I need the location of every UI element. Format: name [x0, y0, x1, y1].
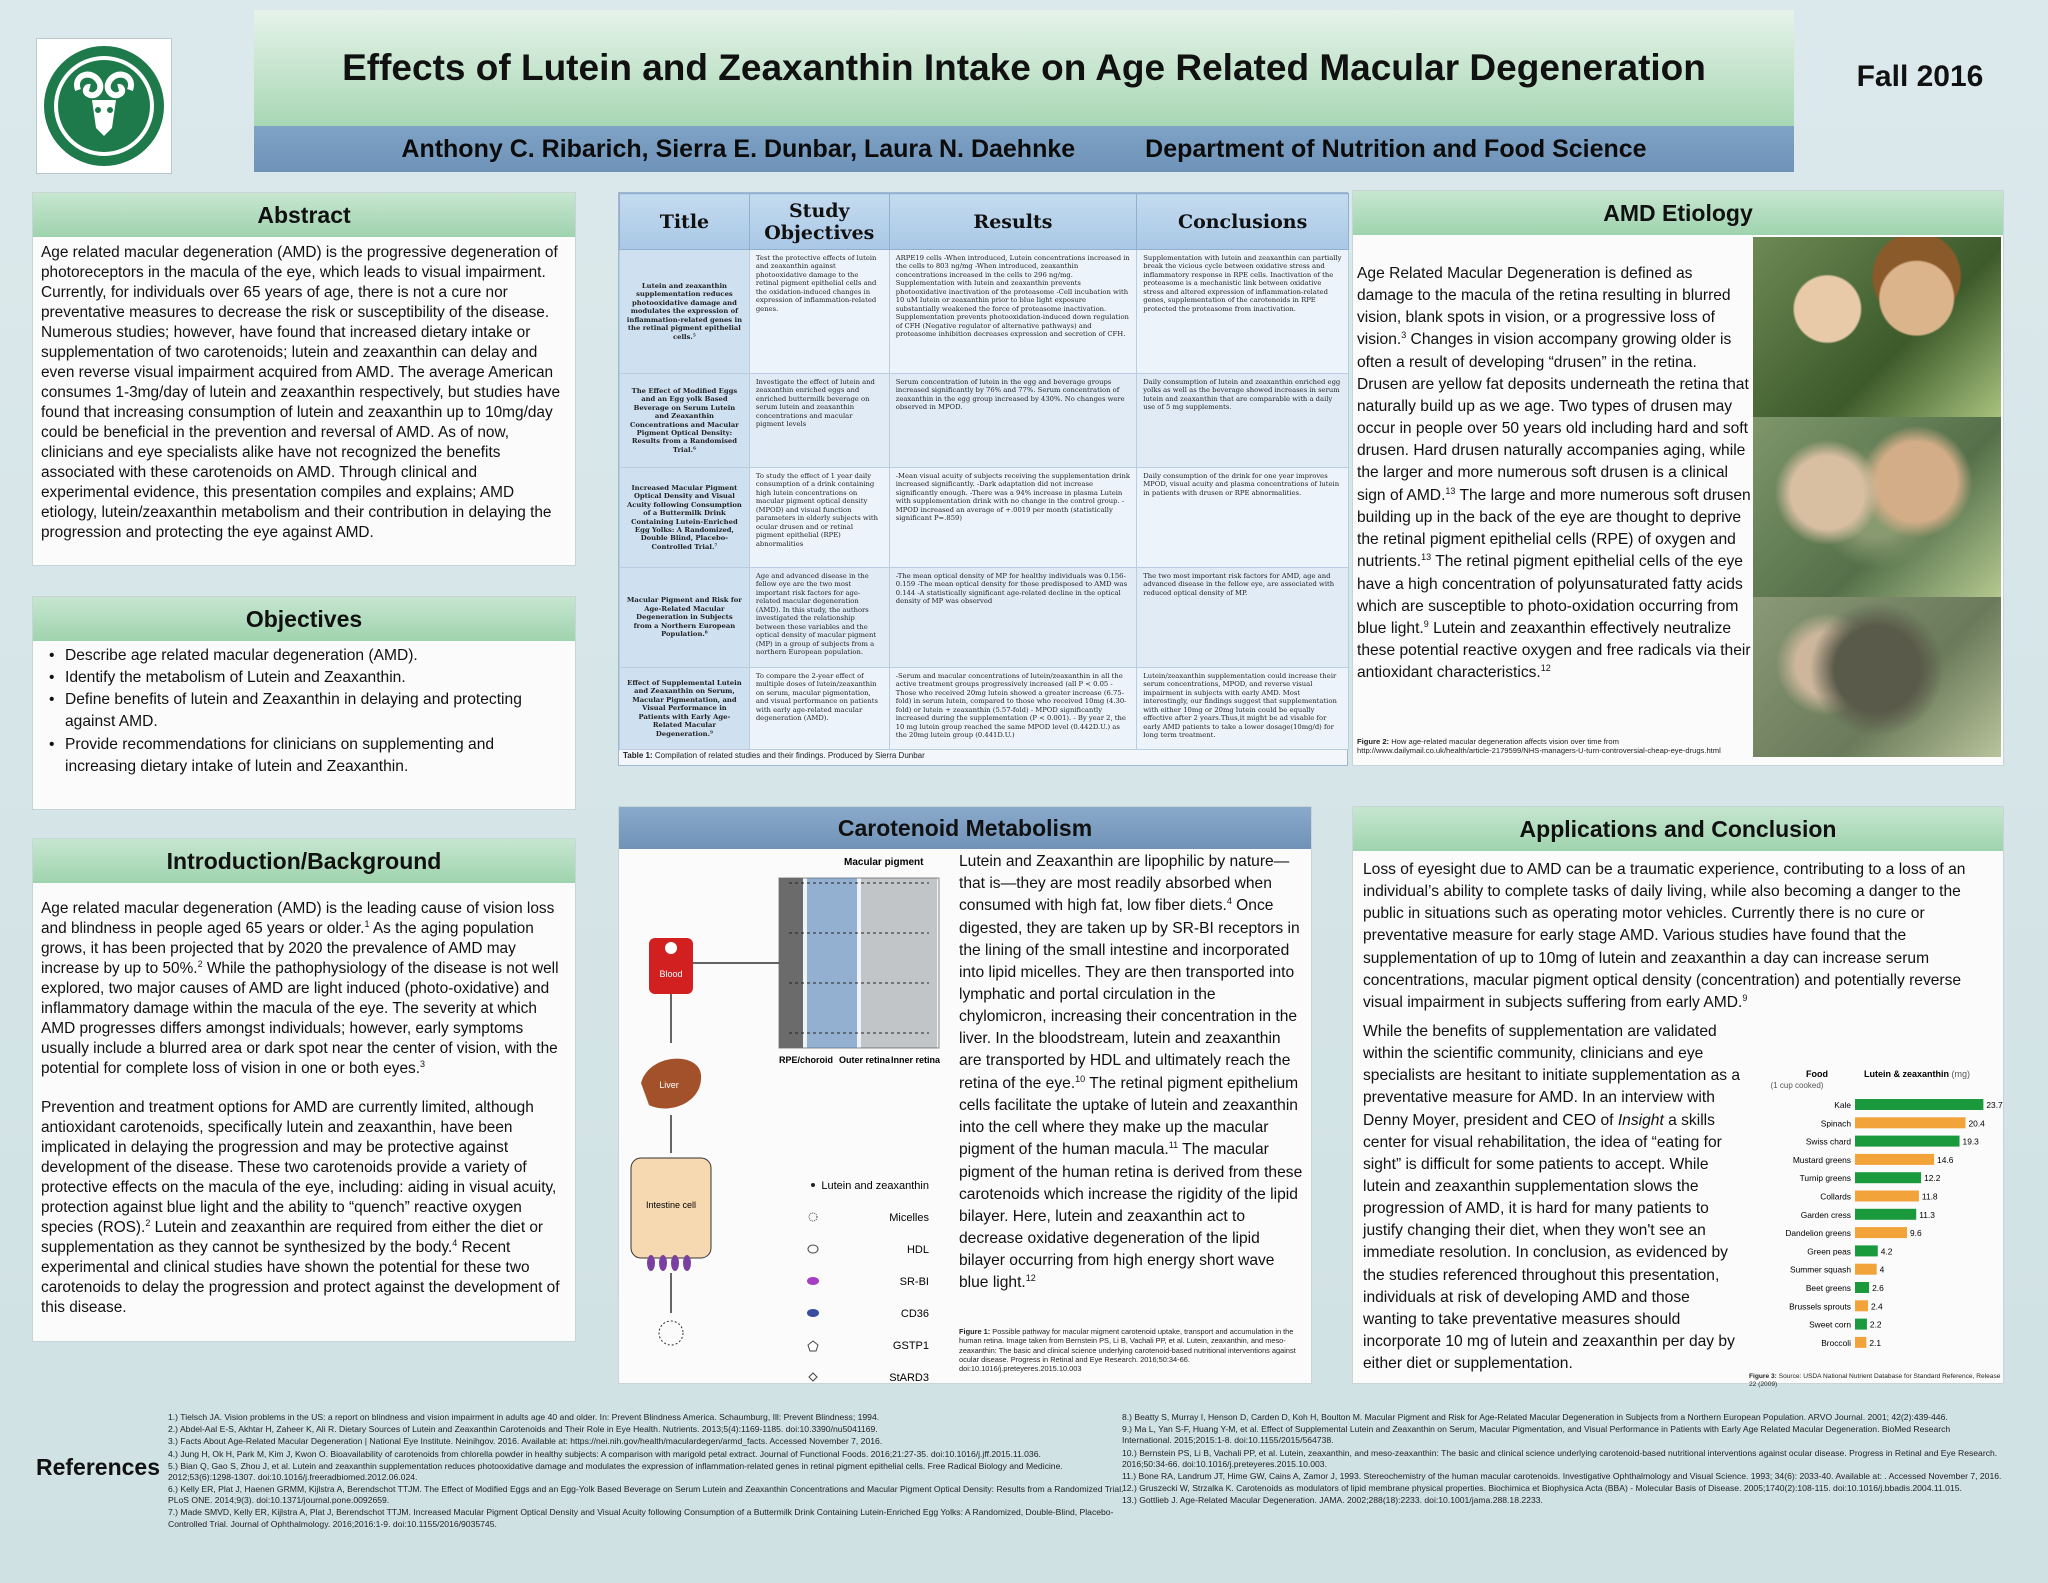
diagram-label-macular-pigment: Macular pigment	[844, 857, 924, 868]
applications-p2b: a skills center for visual rehabilitation, the idea of “eating for sight” is difficult for some patients to accept. While lutein and zeaxanthin supplementation slows the progression of AMD, it is hard for many patients to justify changing their diet, when they won't see an immediate resolution. In conclusion, as evidenced by the studies referenced throughout this presentation, individuals at risk of developing AMD and those wanting to take preventative measures should incorporate 10 mg of lutein and zeaxanthin per day by either diet or supplementation.	[1363, 1111, 1735, 1373]
chart-value-label: 2.4	[1871, 1301, 1883, 1312]
table-cell-results: ARPE19 cells -When introduced, Lutein concentrations increased in the cells to 803 ng/mg -When introduced, zeaxanthin concentrations increased in the cells to 296 ng/mg. Supplementation with lutein and zeaxanthin prevents photooxidative inactivation of the proteasome -Cell incubation with 10 uM lutein or zeaxanthin prior to blue light exposure substantially weakened the force of proteasome inactivation. Supplementation prevents photooxidation-induced down regulation of CFH (Negative regulator of alternative pathways) and proteasome inhibition decreases expression and secretion of CFH.	[889, 250, 1136, 374]
metabolism-heading: Carotenoid Metabolism	[619, 807, 1311, 849]
intro-p2b: Lutein and zeaxanthin are required from either the diet or supplementation as they cannot be synthesized by the body.	[41, 1218, 544, 1256]
intro-p2a: Prevention and treatment options for AMD are currently limited, although antioxidant carotenoids, specifically lutein and zeaxanthin, have been implicated in delaying the progression and may be protective against development of the disease. These two carotenoids provide a variety of protective effects on the macula of the eye, including: aiding in visual acuity, protection against blue light and the ability to “quench” reactive oxygen species (ROS).	[41, 1098, 557, 1236]
etiology-text-e: Lutein and zeaxanthin effectively neutralize these potential reactive oxygen and free radicals via their antioxidant characteristics.	[1357, 620, 1751, 682]
legend-stard3: StARD3	[889, 1372, 929, 1384]
table-cell-title: Lutein and zeaxanthin supplementation reduces photooxidative damage and modulates the expression of inflammation-related genes in the retinal pigment epithelial cells.⁵	[620, 250, 750, 374]
reference-item: 7.) Made SMVD, Kelly ER, Kijlstra A, Plat J, Berendschot TTJM. Increased Macular Pigment Optical Density and Visual Acuity following Consumption of a Buttermilk Drink Containing Lutein-Enriched Egg Yolks: A Randomized, Double-Blind, Placebo-Controlled Trial. Journal of Ophthalmology. 2016;2016:1-9. doi:10.1155/2016/9035745.	[168, 1507, 1114, 1529]
chart-bar	[1855, 1245, 1878, 1256]
season-label: Fall 2016	[1856, 60, 1984, 93]
objectives-panel	[32, 596, 576, 810]
chart-category-label: Dandelion greens	[1785, 1228, 1851, 1239]
table-cell-title: The Effect of Modified Eggs and an Egg yolk Based Beverage on Serum Lutein and Zeaxanthin Concentrations and Macular Pigment Optical Density: Results from a Randomised Trial.⁶	[620, 374, 750, 468]
diagram-label-blood: Blood	[659, 969, 683, 979]
table-cell-results: Serum concentration of lutein in the egg and beverage groups increased significantly by 76% and 77%. Serum concentration of zeaxanthin in the egg group increased by 430%. No changes were observed in MPOD.	[889, 374, 1136, 468]
chart-bar	[1855, 1209, 1916, 1220]
objective-item: • Describe age related macular degeneration (AMD).	[39, 645, 569, 667]
blood-icon	[649, 938, 693, 994]
reference-item: 1.) Tielsch JA. Vision problems in the US: a report on blindness and vision impairment in adults age 40 and older. In: Prevent Blindness America. Schaumburg, Ill: Prevent Blindness; 1994.	[168, 1412, 880, 1422]
reference-item: 6.) Kelly ER, Plat J, Haenen GRMM, Kijlstra A, Berendschot TTJM. The Effect of Modified Eggs and an Egg-Yolk Based Beverage on Serum Lutein and Zeaxanthin Concentrations and Macular Pigment Optical Density: Results from a Randomized Trial. PLoS ONE. 2014;9(3). doi:10.1371/journal.pone.0092659.	[168, 1484, 1124, 1506]
chart-category-label: Garden cress	[1800, 1209, 1851, 1220]
abstract-heading: Abstract	[33, 193, 575, 237]
table-cell-conclusions: The two most important risk factors for AMD, age and advanced disease in the fellow eye, are associated with reduced optical density of MP.	[1137, 568, 1349, 668]
vision-photo-blurred	[1753, 417, 2001, 597]
figure2-caption	[1357, 737, 1751, 756]
metabolism-text-b: Once digested, they are taken up by SR-BI receptors in the lining of the small intestine and incorporated into lipid micelles. They are then transported into lymphatic and portal circulation in the chylomicron, increasing their concentration in the liver. In the bloodstream, lutein and zeaxanthin are transported by HDL and ultimately reach the retina of the eye.	[959, 897, 1300, 1092]
metabolism-panel	[618, 806, 1312, 1384]
chart-value-label: 20.4	[1968, 1118, 1985, 1129]
intro-p1a: Age related macular degeneration (AMD) is the leading cause of vision loss and blindness in people aged 65 years or older.	[41, 900, 555, 938]
chart-bar	[1855, 1172, 1921, 1183]
etiology-text-c: The large and more numerous soft drusen building up in the back of the eye are thought to deprive the retinal pigment epithelial cells (RPE) of oxygen and nutrients.	[1357, 486, 1751, 571]
table-cell-results: -Serum and macular concentrations of lutein/zeaxanthin in all the active treatment groups progressively increased (all P < 0.05 - Those who received 20mg lutein showed a greater increase (6.75-fold) in serum lutein, compared to those who received 10mg (4.30-fold) or lutein + zeaxanthin (5.57-fold) - MPOD significantly increased during the supplementation (P < 0.001). - By year 2, the 10 mg lutein group reached the same MPOD level (0.442D.U.) as the 20mg lutein group (0.441D.U.)	[889, 668, 1136, 750]
table-cell-conclusions: Supplementation with lutein and zeaxanthin can partially break the vicious cycle between oxidative stress and inflammatory response in RPE cells. Inactivation of the proteasome is a mechanistic link between oxidative stress and altered expression of inflammation-related genes, supplementation of the carotenoids in RPE protected the proteasome from inactivation.	[1137, 250, 1349, 374]
chart-value-label: 12.2	[1924, 1173, 1941, 1184]
legend-cd36: CD36	[900, 1308, 929, 1320]
studies-table-panel	[618, 192, 1348, 766]
table-cell-results: -Mean visual acuity of subjects receiving the supplementation drink increased significantly. -Dark adaptation did not increase significantly enough. -There was a 94% increase in plasma Lutein with supplementation drink with no change in the control group. -MPOD increased an average of +.0019 per month (statistically significant P=.859)	[889, 468, 1136, 568]
table-header-results: Results	[889, 194, 1136, 250]
chart-bar	[1855, 1264, 1877, 1275]
chart-category-label: Mustard greens	[1792, 1154, 1851, 1165]
metabolism-text-d: The macular pigment of the human retina is derived from these carotenoids which increase the rigidity of the lipid bilayer. Here, lutein and zeaxanthin act to decrease oxidative degeneration of the lipid bilayer occurring from high energy short wave blue light.	[959, 1141, 1303, 1292]
table-cell-objectives: Investigate the effect of lutein and zeaxanthin enriched eggs and enriched buttermilk beverage on serum lutein and zeaxanthin concentrations and macular pigment levels	[749, 374, 889, 468]
legend-hdl: HDL	[906, 1244, 929, 1256]
references-left	[168, 1412, 1128, 1531]
diagram-legend	[807, 1180, 929, 1384]
intro-paragraph-1: Age related macular degeneration (AMD) is the leading cause of vision loss and blindness in people aged 65 years or older.$^1$ As the aging population grows, it has been projected that by 2020 the prevalence of AMD may increase by up to 50%.$^2$ While the pathophysiology of the disease is not well explored, two major causes of AMD are light induced (photo-oxidative) and inflammatory damage within the macula of the eye. The severity at which AMD progresses differs amongst individuals; however, early symptoms usually include a blurred area or dark spot near the center of vision, with the potential for complete loss of vision in one or both eyes.$^3$	[41, 900, 559, 1078]
chart-value-label: 14.6	[1937, 1154, 1954, 1165]
chart-category-label: Turnip greens	[1799, 1173, 1851, 1184]
table-row	[620, 374, 1349, 468]
chart-category-label: Collards	[1820, 1191, 1851, 1202]
chart-bar	[1855, 1154, 1934, 1165]
chart-category-label: Sweet corn	[1809, 1319, 1851, 1330]
chart-category-label: Broccoli	[1821, 1337, 1851, 1348]
diagram-label-outer: Outer retina	[839, 1055, 891, 1065]
applications-p2	[1363, 1021, 1743, 1375]
objectives-list	[33, 641, 575, 782]
etiology-text-b: Changes in vision accompany growing older is often a result of developing “drusen” in the retina. Drusen are yellow fat deposits underneath the retina that naturally build up as we age. Two types of drusen may occur in people over 50 years old including hard and soft drusen. Hard drusen naturally accompanies aging, while the larger and more numerous soft drusen is a clinical sign of AMD.	[1357, 331, 1749, 504]
lutein-food-chart	[1747, 1065, 2001, 1355]
micelle-icon	[659, 1321, 683, 1345]
chart-bar	[1855, 1191, 1919, 1202]
title-band	[254, 10, 1794, 126]
etiology-heading: AMD Etiology	[1353, 191, 2003, 235]
table-cell-objectives: To compare the 2-year effect of multiple doses of lutein/zeaxanthin on serum, macular pigmentation, and visual performance on patients with early age-related macular degeneration (AMD).	[749, 668, 889, 750]
etiology-text: Age Related Macular Degeneration is defined as damage to the macula of the retina resulting in blurred vision, blank spots in vision, or a progressive loss of vision.$^3$ Changes in vision accompany growing older is often a result of developing “drusen” in the retina. Drusen are yellow fat deposits underneath the retina that naturally build up as we age. Two types of drusen may occur in people over 50 years old including hard and soft drusen. Hard drusen naturally accompanies aging, while the larger and more numerous soft drusen is a clinical sign of AMD.$^{13}$ The large and more numerous soft drusen building up in the back of the eye are thought to deprive the retinal pigment epithelial cells (RPE) of oxygen and nutrients.$^{13}$ The retinal pigment epithelial cells of the eye have a high concentration of polyunsaturated fatty acids which are susceptible to photo-oxidation occurring from blue light.$^9$ Lutein and zeaxanthin effectively neutralize these potential reactive oxygen and free radicals via their antioxidant characteristics.$^{12}$	[1357, 265, 1751, 682]
legend-gstp1: GSTP1	[892, 1340, 929, 1352]
table-header-conclusions: Conclusions	[1137, 194, 1349, 250]
legend-lutein: Lutein and zeaxanthin	[821, 1180, 929, 1192]
chart-bar	[1855, 1227, 1907, 1238]
table-cell-title: Effect of Supplemental Lutein and Zeaxanthin on Serum, Macular Pigmentation, and Visual Performance in Patients with Early Age-Related Macular Degeneration.⁹	[620, 668, 750, 750]
reference-item: 12.) Gruszecki W, Strzalka K. Carotenoids as modulators of lipid membrane physical properties. Biochimica et Biophysica Acta (BBA) - Molecular Basis of Disease. 2005;1740(2):108-115. doi:10.1016/j.bbadis.2004.11.015.	[1122, 1483, 1962, 1494]
intro-p1c: While the pathophysiology of the disease is not well explored, two major causes of AMD are light induced (photo-oxidative) and inflammatory damage within the macula of the eye. The severity at which AMD progresses differs amongst individuals; however, early symptoms usually include a blurred area or dark spot near the center of vision, with the potential for complete loss of vision in one or both eyes.	[41, 960, 559, 1078]
metabolism-text-a: Lutein and Zeaxanthin are lipophilic by nature—that is—they are most readily absorbed when consumed with high fat, low fiber diets.	[959, 853, 1290, 915]
chart-value-label: 11.8	[1921, 1191, 1938, 1202]
chart-value-label: 4.2	[1880, 1246, 1893, 1257]
chart-value-label: 23.7	[1986, 1100, 2003, 1110]
figure1-caption	[959, 1327, 1307, 1373]
intro-heading: Introduction/Background	[33, 839, 575, 883]
table-cell-conclusions: Daily consumption of the drink for one year improves MPOD, visual acuity and plasma concentrations of lutein in patients with drusen or RPE abnormalities.	[1137, 468, 1349, 568]
chart-bar	[1855, 1282, 1869, 1293]
chart-bars	[1785, 1099, 2003, 1348]
chart-bar	[1855, 1319, 1867, 1330]
chart-col-food: Food	[1806, 1069, 1828, 1079]
figure3-caption	[1749, 1373, 2001, 1389]
table-cell-objectives: Test the protective effects of lutein and zeaxanthin against photooxidative damage to the retinal pigment epithelial cells and the oxidation-induced changes in expression of inflammation-related genes.	[749, 250, 889, 374]
ram-logo-icon	[42, 44, 166, 168]
liver-icon	[641, 1059, 701, 1109]
chart-value-label: 9.6	[1910, 1228, 1922, 1239]
chart-bar	[1855, 1136, 1960, 1147]
table-row	[620, 468, 1349, 568]
metabolism-text-c: The retinal pigment epithelium cells facilitate the uptake of lutein and zeaxanthin into the cell where they make up the macular pigment of the human macula.	[959, 1074, 1299, 1159]
etiology-text-d: The retinal pigment epithelial cells of the eye have a high concentration of polyunsaturated fatty acids which are susceptible to photo-oxidation occurring from blue light.	[1357, 553, 1743, 637]
metabolism-text: Lutein and Zeaxanthin are lipophilic by nature—that is—they are most readily absorbed when consumed with high fat, low fiber diets.$^4$ Once digested, they are taken up by SR-BI receptors in the lining of the small intestine and incorporated into lipid micelles. They are then transported into lymphatic and portal circulation in the chylomicron, increasing their concentration in the liver. In the bloodstream, lutein and zeaxanthin are transported by HDL and ultimately reach the retina of the eye.$^{10}$ The retinal pigment epithelium cells facilitate the uptake of lutein and zeaxanthin into the cell where they make up the macular pigment of the human macula.$^{11}$ The macular pigment of the human retina is derived from these carotenoids which increase the rigidity of the lipid bilayer. Here, lutein and zeaxanthin act to decrease oxidative degeneration of the lipid bilayer occurring from high energy short wave blue light.$^{12}$	[959, 853, 1303, 1292]
table-row	[620, 250, 1349, 374]
chart-bar	[1855, 1117, 1966, 1128]
chart-value-label: 19.3	[1962, 1136, 1979, 1147]
table-cell-results: -The mean optical density of MP for healthy individuals was 0.156-0.159 -The mean optical density for those predisposed to AMD was 0.144 -A statistically significant age-related decline in the optical density of MP was observed	[889, 568, 1136, 668]
vision-photo-strip	[1753, 237, 2001, 777]
chart-category-label: Kale	[1834, 1100, 1851, 1110]
figure3-label: Figure 3:	[1749, 1373, 1777, 1380]
chart-col-value-label: Lutein & zeaxanthin	[1863, 1069, 1949, 1079]
table-cell-title: Increased Macular Pigment Optical Density and Visual Acuity following Consumption of a Buttermilk Drink Containing Lutein-Enriched Egg Yolks: A Randomized, Double Blind, Placebo-Controlled Trial.⁷	[620, 468, 750, 568]
department: Department of Nutrition and Food Science	[1145, 134, 1647, 163]
intro-paragraph-2: Prevention and treatment options for AMD are currently limited, although antioxidant carotenoids, specifically lutein and zeaxanthin, have been implicated in delaying the progression and may be protective against development of the disease. These two carotenoids provide a variety of protective effects on the macula of the eye, including: aiding in visual acuity, protection against blue light and the ability to “quench” reactive oxygen species (ROS).$^2$ Lutein and zeaxanthin are required from either the diet or supplementation as they cannot be synthesized by the body.$^4$ Recent experimental and clinical studies have shown the potential for these two carotenoids to delay the progression and protect against the development of this disease.	[41, 1098, 560, 1316]
chart-value-label: 2.2	[1869, 1319, 1882, 1330]
intestine-cell-icon	[631, 1158, 711, 1271]
diagram-label-liver: Liver	[659, 1080, 679, 1090]
vision-photo-clear	[1753, 237, 2001, 417]
table-caption-label: Table 1:	[623, 751, 653, 760]
chart-value-label: 4	[1879, 1264, 1885, 1275]
table-cell-title: Macular Pigment and Risk for Age-Related Macular Degeneration in Subjects from a Northern European Population.⁸	[620, 568, 750, 668]
table-header-title: Title	[620, 194, 750, 250]
table-row	[620, 668, 1349, 750]
chart-category-label: Green peas	[1807, 1246, 1851, 1257]
objectives-heading: Objectives	[33, 597, 575, 641]
chart-bar	[1855, 1099, 1983, 1110]
intro-p1b: As the aging population grows, it has been projected that by 2020 the prevalence of AMD may increase by up to 50%.	[41, 920, 534, 978]
reference-item: 8.) Beatty S, Murray I, Henson D, Carden D, Koh H, Boulton M. Macular Pigment and Risk for Age-Related Macular Degeneration in Subjects from a Northern European Population. ARVO Journal. 2001; 42(2):439-446.	[1122, 1412, 1948, 1422]
abstract-panel	[32, 192, 576, 566]
objective-item: • Define benefits of lutein and Zeaxanthin in delaying and protecting against AMD.	[39, 689, 569, 733]
chart-value-label: 11.3	[1919, 1209, 1935, 1220]
legend-sr-bi: SR-BI	[899, 1276, 929, 1288]
legend-micelles: Micelles	[889, 1212, 929, 1224]
authors: Anthony C. Ribarich, Sierra E. Dunbar, Laura N. Daehnke	[401, 134, 1076, 163]
etiology-text-a: Age Related Macular Degeneration is defined as damage to the macula of the retina resulting in blurred vision, blank spots in vision, or a progressive loss of vision.	[1357, 265, 1731, 349]
chart-category-label: Summer squash	[1790, 1264, 1851, 1275]
references-right	[1122, 1412, 2002, 1507]
chart-value-label: 2.1	[1869, 1337, 1882, 1348]
university-logo	[36, 38, 172, 174]
chart-value-label: 2.6	[1872, 1283, 1884, 1293]
applications-heading: Applications and Conclusion	[1353, 807, 2003, 851]
reference-item: 5.) Bian Q, Gao S, Zhou J, et al. Lutein and zeaxanthin supplementation reduces photooxidative damage and modulates the expression of inflammation-related genes in retinal pigment epithelial cells. Free Radical Biology and Medicine. 2012;53(6):1298-1307. doi:10.1016/j.freeradbiomed.2012.06.024.	[168, 1460, 1063, 1482]
reference-item: 4.) Jung H, Ok H, Park M, Kim J, Kwon O. Bioavailability of carotenoids from chlorella powder in healthy subjects: A comparison with marigold petal extract. Journal of Functional Foods. 2016;21:27-35. doi:10.1016/j.jff.2015.11.036.	[168, 1448, 1041, 1459]
applications-p2-italic: Insight	[1617, 1111, 1664, 1129]
chart-bar	[1855, 1300, 1868, 1311]
applications-panel	[1352, 806, 2004, 1389]
intro-text	[33, 883, 575, 1324]
chart-category-label: Brussels sprouts	[1789, 1301, 1851, 1312]
references-heading: References	[36, 1454, 161, 1480]
diagram-label-intestine: Intestine cell	[645, 1200, 697, 1210]
table-caption	[623, 751, 1343, 761]
chart-col-value	[1864, 1069, 1970, 1079]
table-header-objectives: Study Objectives	[749, 194, 889, 250]
objective-item: • Identify the metabolism of Lutein and Zeaxanthin.	[39, 667, 569, 689]
author-band	[254, 126, 1794, 172]
reference-item: 11.) Bone RA, Landrum JT, Hime GW, Cains A, Zamor J, 1993. Stereochemistry of the human macular carotenoids. Investigative Ophthalmology and Visual Science. 1993; 34(6): 2033-40. Available at: . Accessed November 7, 2016.	[1122, 1470, 2002, 1481]
intro-p2c: Recent experimental and clinical studies have shown the potential for these two carotenoids to delay the progression and protect against the development of this disease.	[41, 1238, 560, 1316]
poster-title: Effects of Lutein and Zeaxanthin Intake on Age Related Macular Degeneration	[342, 47, 1706, 88]
table-cell-objectives: To study the effect of 1 year daily consumption of a drink containing high lutein concentrations on macular pigment optical density (MPOD) and visual function parameters in elderly subjects with ocular drusen and or retinal pigment epithelial (RPE) abnormalities	[749, 468, 889, 568]
applications-p1-text: Loss of eyesight due to AMD can be a traumatic experience, contributing to a loss of an individual’s ability to complete tasks of daily living, while also becoming a danger to the public in situations such as operating motor vehicles. Currently there is no cure or preventative measure for early stage AMD. Various studies have found that the supplementation of up to 10mg of lutein and zeaxanthin a day can increase serum concentrations, macular pigment optical density (concentration) and potentially reverse visual impairment in subjects suffering from early AMD.	[1363, 861, 1966, 1012]
vision-photo-dark-spot	[1753, 597, 2001, 757]
reference-item: 9.) Ma L, Yan S-F, Huang Y-M, et al. Effect of Supplemental Lutein and Zeaxanthin on Serum, Macular Pigmentation, and Visual Performance in Patients with Early Age Related Macular Degeneration. BioMed Research International. 2015;2015:1-8. doi:10.1155/2015/564738.	[1122, 1424, 1951, 1446]
abstract-text: Age related macular degeneration (AMD) is the progressive degeneration of photoreceptors in the macula of the eye, which leads to visual impairment. Currently, for individuals over 65 years of age, there is not a cure nor preventative measures to decrease the risk or susceptibility of the disease. Numerous studies; however, have found that increased dietary intake or supplementation of two carotenoids; lutein and zeaxanthin can delay and even reverse visual impairment acquired from AMD. The average American consumes 1-3mg/day of lutein and zeaxanthin respectively, but studies have found that increasing consumption of lutein and zeaxanthin up to 10mg/day could be beneficial in the prevention and reversal of AMD. As of now, clinicians and eye specialists alike have not recognized the benefits associated with these carotenoids on AMD. Through clinical and experimental evidence, this presentation compiles and explains; AMD etiology, lutein/zeaxanthin metabolism and their contribution in delaying the progression and protecting the eye against AMD.	[41, 244, 561, 542]
table-cell-conclusions: Daily consumption of lutein and zeaxanthin enriched egg yolks as well as the beverage showed increases in serum lutein and zeaxanthin that are comparable with a daily use of 5 mg supplements.	[1137, 374, 1349, 468]
applications-p2a: While the benefits of supplementation are validated within the scientific community, clinicians and eye specialists are hesitant to initiate supplementation as a preventative measure for AMD. In an interview with Denny Moyer, president and CEO of	[1363, 1023, 1741, 1129]
figure1-text: Possible pathway for macular migment carotenoid uptake, transport and accumulation in the human retina. Image taken from Bernstein PS, Li B, Vachali PP, et al. Lutein, zeaxanthin, and meso-zeaxanthin: The basic and clinical science underlying carotenoid-based nutritional interventions against ocular disease. Progress in Retinal and Eye Research. 2016;50:34-66. doi:10.1016/j.preteyeres.2015.10.003	[959, 1327, 1296, 1373]
metabolism-diagram	[629, 853, 959, 1383]
table-caption-text: Compilation of related studies and their findings. Produced by Sierra Dunbar	[652, 751, 925, 760]
reference-item: 10.) Bernstein PS, Li B, Vachali PP, et al. Lutein, zeaxanthin, and meso-zeaxanthin: The basic and clinical science underlying carotenoid-based nutritional interventions against ocular disease. Progress in Retinal and Eye Research. 2016;50:34-66. doi:10.1016/j.preteyeres.2015.10.003.	[1122, 1447, 1998, 1469]
studies-table	[619, 193, 1349, 750]
chart-col-food-sub: (1 cup cooked)	[1770, 1081, 1824, 1090]
reference-item: 2.) Abdel-Aal E-S, Akhtar H, Zaheer K, Ali R. Dietary Sources of Lutein and Zeaxanthin Carotenoids and Their Role in Eye Health. Nutrients. 2013;5(4):1169-1185. doi:10.3390/nu5041169.	[168, 1424, 878, 1435]
applications-p1: Loss of eyesight due to AMD can be a traumatic experience, contributing to a loss of an individual’s ability to complete tasks of daily living, while also becoming a danger to the public in situations such as operating motor vehicles. Currently there is no cure or preventative measure for early stage AMD. Various studies have found that the supplementation of up to 10mg of lutein and zeaxanthin a day can increase serum concentrations, macular pigment optical density (concentration) and potentially reverse visual impairment in subjects suffering from early AMD.$^9$	[1363, 861, 1966, 1012]
table-row	[620, 568, 1349, 668]
figure3-text: Source: USDA National Nutrient Database for Standard Reference, Release 22 (2009)	[1749, 1373, 2001, 1389]
chart-category-label: Beet greens	[1805, 1283, 1851, 1293]
figure2-text: How age-related macular degeneration affects vision over time from http://www.dailymail.co.uk/health/article-2179599/NHS-managers-U-turn-controversial-cheap-eye-drugs.html	[1357, 737, 1721, 756]
objective-item: • Provide recommendations for clinicians on supplementing and increasing dietary intake of lutein and Zeaxanthin.	[39, 734, 569, 778]
diagram-label-rpe: RPE/choroid	[779, 1055, 834, 1065]
table-cell-conclusions: Lutein/zeaxanthin supplementation could increase their serum concentrations, MPOD, and reverse visual impairment in subjects with early AMD. Most interestingly, our findings suggest that supplementation with either 10mg or 20mg lutein could be equally effective after 2 years.Thus,it might be ad visable for early AMD patients to take a lower dosage(10mg/d) for long term treatment.	[1137, 668, 1349, 750]
diagram-label-inner: Inner retina	[891, 1055, 941, 1065]
chart-category-label: Swiss chard	[1805, 1136, 1851, 1147]
chart-col-value-unit: (mg)	[1951, 1069, 1971, 1079]
references-panel	[32, 1410, 2004, 1550]
etiology-panel	[1352, 190, 2004, 766]
chart-bar	[1855, 1337, 1866, 1348]
intro-panel	[32, 838, 576, 1342]
figure1-label: Figure 1:	[959, 1327, 991, 1336]
table-cell-objectives: Age and advanced disease in the fellow eye are the two most important risk factors for age-related macular degeneration (AMD). In this study, the authors investigated the relationship between these variables and the optical density of macular pigment (MP) in a group of subjects from a northern European population.	[749, 568, 889, 668]
figure2-label: Figure 2:	[1357, 737, 1390, 746]
chart-category-label: Spinach	[1820, 1118, 1851, 1129]
reference-item: 3.) Facts About Age-Related Macular Degeneration | National Eye Institute. Neinihgov. 2016. Available at: https://nei.nih.gov/health/maculardegen/armd_facts. Accessed November 7, 2016.	[168, 1436, 883, 1447]
reference-item: 13.) Gottlieb J. Age-Related Macular Degeneration. JAMA. 2002;288(18):2233. doi:10.1001/jama.288.18.2233.	[1122, 1495, 1543, 1506]
